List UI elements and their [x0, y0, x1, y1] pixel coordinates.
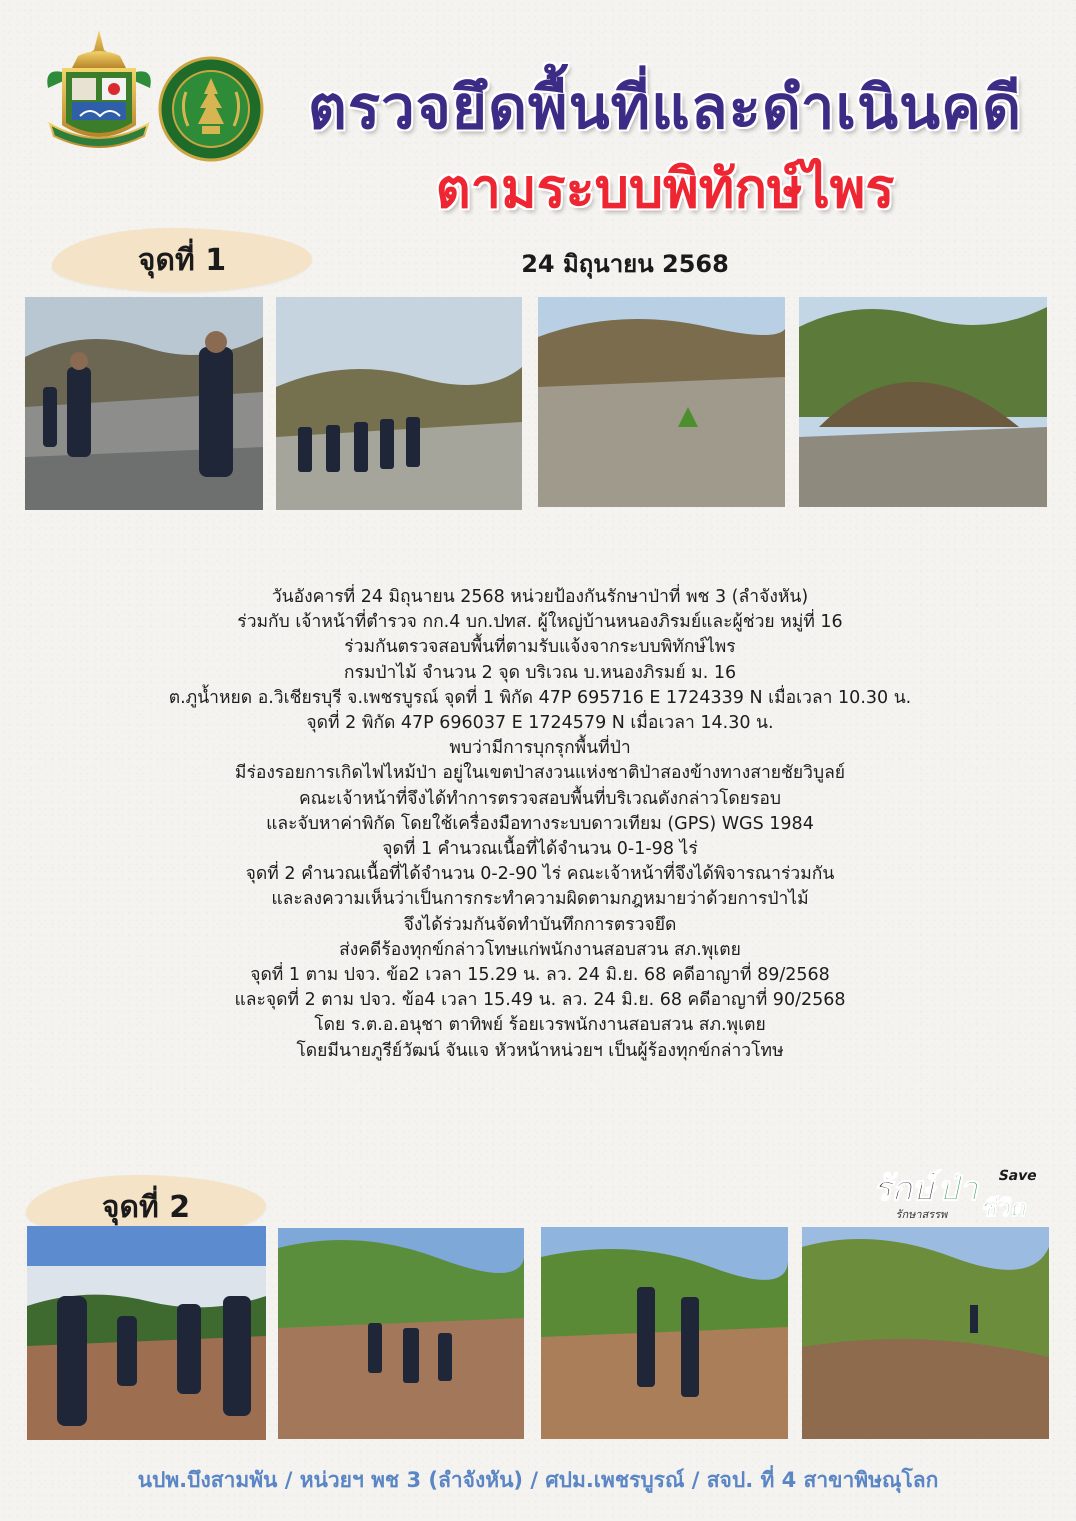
svg-text:รักษาสรรพ: รักษาสรรพ [895, 1208, 950, 1221]
footer-credits: นปพ.บึงสามพัน / หน่วยฯ พช 3 (ลำจังหัน) / ศปม.เพชรบูรณ์ / สจป. ที่ 4 สาขาพิษณุโลก [137, 1468, 939, 1492]
svg-text:รักษ์: รักษ์ [871, 1169, 942, 1209]
point-1-label: จุดที่ 1 [137, 242, 227, 278]
point-1-photo-slope [538, 297, 785, 507]
report-line: โดย ร.ต.อ.อนุชา ตาทิพย์ ร้อยเวรพนักงานสอบสวน สภ.พุเตย [314, 1015, 766, 1036]
report-line: วันอังคารที่ 24 มิถุนายน 2568 หน่วยป้องกันรักษาป่าที่ พช 3 (ลำจังหัน) [271, 587, 809, 607]
point-1-tag [52, 228, 312, 292]
report-line: จุดที่ 2 คำนวณเนื้อที่ได้จำนวน 0-2-90 ไร่ คณะเจ้าหน้าที่จึงได้พิจารณาร่วมกัน [245, 864, 835, 885]
report-line: และจุดที่ 2 ตาม ปจว. ข้อ4 เวลา 15.49 น. ลว. 24 มิ.ย. 68 คดีอาญาที่ 90/2568 [234, 990, 846, 1011]
report-line: จึงได้ร่วมกันจัดทำบันทึกการตรวจยึด [403, 914, 677, 935]
report-line: โดยมีนายภูรีย์วัฒน์ จันแจ หัวหน้าหน่วยฯ เป็นผู้ร้องทุกข์กล่าวโทษ [296, 1040, 784, 1061]
royal-forest-department-logo [158, 56, 264, 162]
report-line: จุดที่ 1 คำนวณเนื้อที่ได้จำนวน 0-1-98 ไร่ [382, 839, 698, 860]
point-2-photo-cleared [278, 1228, 524, 1439]
report-line: จุดที่ 2 พิกัด 47P 696037 E 1724579 N เมื่อเวลา 14.30 น. [306, 713, 774, 734]
point-1-photo-officers [25, 297, 263, 510]
unit-emblem-logo [40, 28, 158, 153]
svg-text:Save: Save [996, 1168, 1039, 1184]
report-line: ร่วมกับ เจ้าหน้าที่ตำรวจ กก.4 บก.ปทส. ผู้ใหญ่บ้านหนองภิรมย์และผู้ช่วย หมู่ที่ 16 [237, 612, 843, 633]
point-1-photo-group [276, 297, 522, 510]
svg-text:ชีวิต: ชีวิต [978, 1193, 1031, 1222]
point-2-photo-slope [802, 1227, 1049, 1439]
sub-title: ตามระบบพิทักษ์ไพร [435, 157, 895, 220]
report-line: ต.ภูน้ำหยด อ.วิเชียรบุรี จ.เพชรบูรณ์ จุดที่ 1 พิกัด 47P 695716 E 1724339 N เมื่อเวลา 10.30 น. [168, 687, 912, 708]
point-2-label: จุดที่ 2 [101, 1189, 191, 1225]
report-line: และจับหาค่าพิกัด โดยใช้เครื่องมือทางระบบดาวเทียม (GPS) WGS 1984 [266, 813, 814, 834]
rak-pa-brand-logo [868, 1160, 1043, 1222]
report-line: จุดที่ 1 ตาม ปจว. ข้อ2 เวลา 15.29 น. ลว. 24 มิ.ย. 68 คดีอาญาที่ 89/2568 [250, 965, 830, 986]
report-line: คณะเจ้าหน้าที่จึงได้ทำการตรวจสอบพื้นที่บริเวณดังกล่าวโดยรอบ [298, 788, 782, 809]
report-line: กรมป่าไม้ จำนวน 2 จุด บริเวณ บ.หนองภิรมย์ ม. 16 [343, 662, 737, 683]
report-line: ร่วมกันตรวจสอบพื้นที่ตามรับแจ้งจากระบบพิทักษ์ไพร [344, 637, 736, 658]
report-line: มีร่องรอยการเกิดไฟไหม้ป่า อยู่ในเขตป่าสงวนแห่งชาติป่าสองข้างทางสายชัยวิบูลย์ [234, 763, 846, 784]
report-body [140, 585, 940, 1064]
point-2-photo-inspection [541, 1227, 788, 1439]
report-line: พบว่ามีการบุกรุกพื้นที่ป่า [449, 738, 631, 759]
point-2-photo-officers [27, 1226, 266, 1440]
main-title: ตรวจยึดพื้นที่และดำเนินคดี [307, 73, 1023, 143]
report-line: ส่งคดีร้องทุกข์กล่าวโทษแก่พนักงานสอบสวน สภ.พุเตย [339, 939, 741, 960]
event-date: 24 มิถุนายน 2568 [521, 250, 729, 278]
report-line: และลงความเห็นว่าเป็นการกระทำความผิดตามกฎหมายว่าด้วยการป่าไม้ [271, 889, 809, 910]
svg-text:ป่า: ป่า [935, 1169, 985, 1209]
point-1-photo-brush [799, 297, 1047, 507]
